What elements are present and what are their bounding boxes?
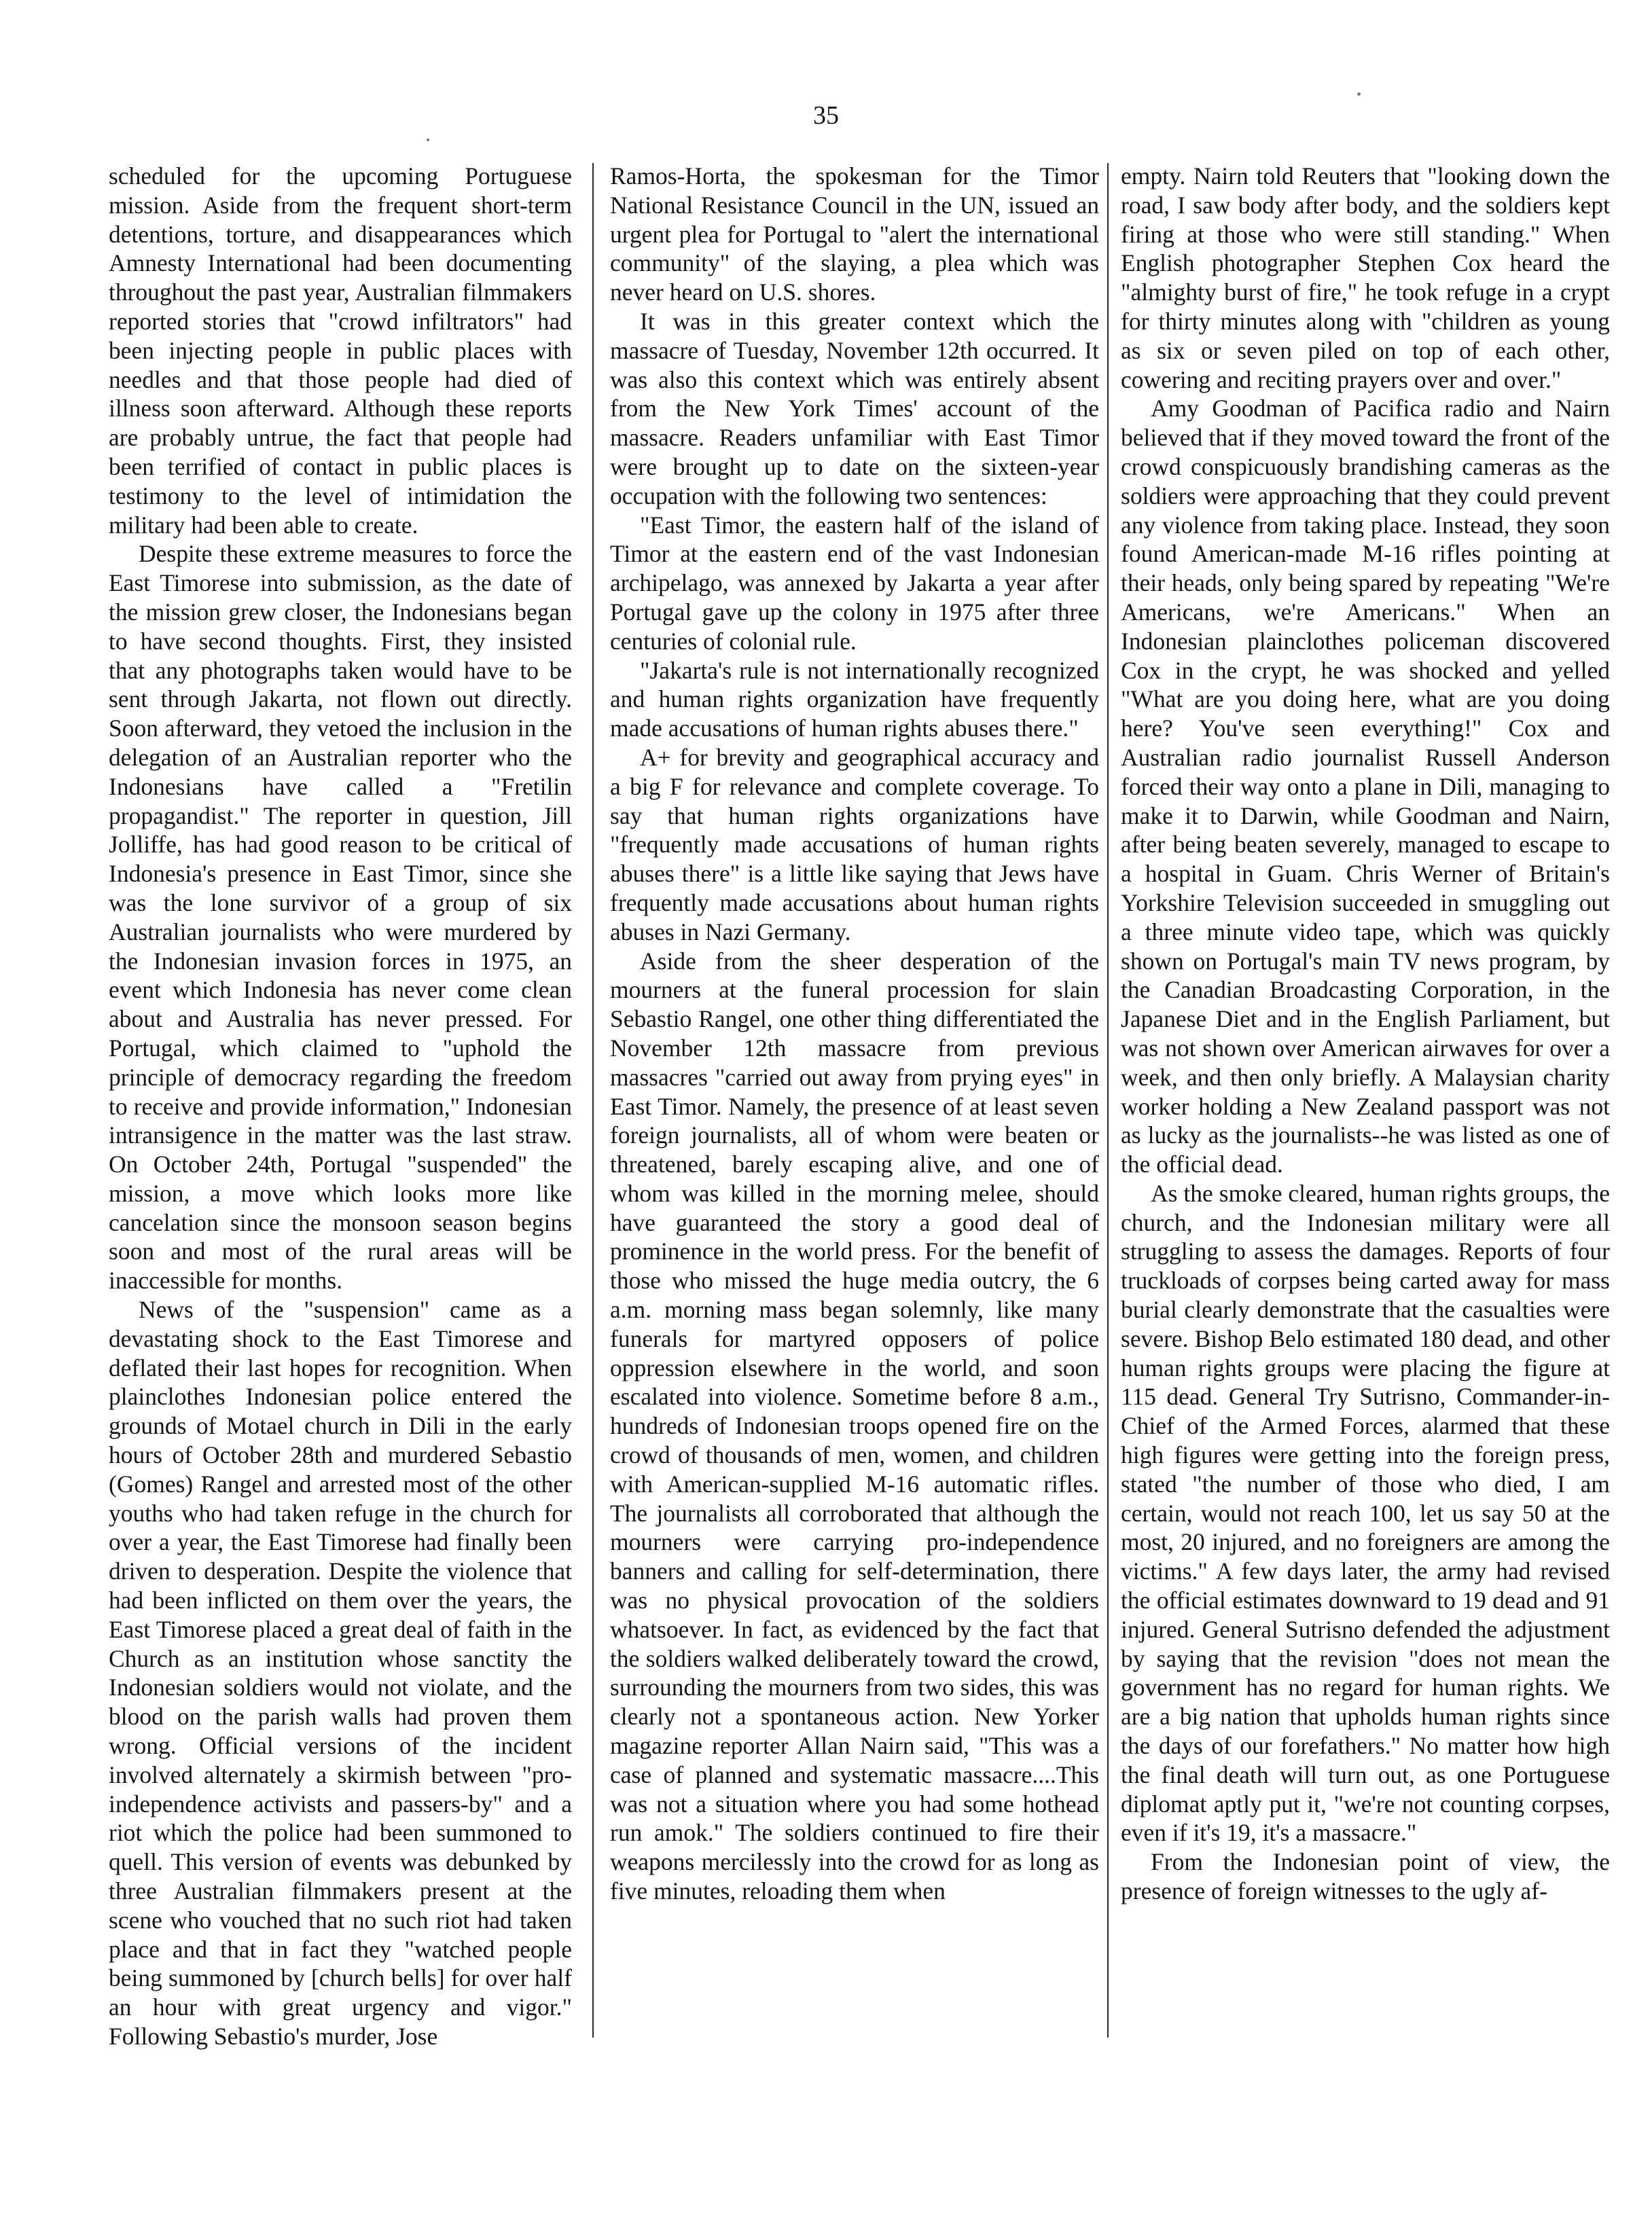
paragraph: "East Timor, the eastern half of the island of Timor at the eastern end of the vast Indonesian archipelago, was annexed by Jakarta a year after Portugal gave up the colony in 1975 after three centuries of colonial rule. xyxy=(610,511,1099,655)
paragraph: From the Indonesian point of view, the presence of foreign witnesses to the ugly af- xyxy=(1121,1848,1610,1905)
paragraph: empty. Nairn told Reuters that "looking down the road, I saw body after body, and the soldiers kept firing at those who were still standing." When English photographer Stephen Cox heard the "almighty burst of fire," he took refuge in a crypt for thirty minutes along with "children as young as six or seven piled on top of each other, cowering and reciting prayers over and over." xyxy=(1121,162,1610,393)
paragraph: Despite these extreme measures to force the East Timorese into submission, as the date of the mission grew closer, the Indonesians began to have second thoughts. First, they insisted that any photographs taken would have to be sent through Jakarta, not flown out directly. Soon afterward, they vetoed the inclusion in the delegation of an Australian reporter who the Indonesians have called a "Fretilin propagandist." The reporter in question, Jill Jolliffe, has had good reason to be critical of Indonesia's presence in East Timor, since she was the lone survivor of a group of six Australian journalists who were murdered by the Indonesian invasion forces in 1975, an event which Indonesia has never come clean about and Australia has never pressed. For Portugal, which claimed to "uphold the principle of democracy regarding the freedom to receive and provide information," Indonesian intransigence in the matter was the last straw. On October 24th, Portugal "suspended" the mission, a move which looks more like cancelation since the monsoon season begins soon and most of the rural areas will be inaccessible for months. xyxy=(109,540,572,1295)
paragraph: Amy Goodman of Pacifica radio and Nairn believed that if they moved toward the front of the crowd conspicuously brandishing cameras as the soldiers were approaching that they could prevent any violence from taking place. Instead, they soon found American-made M-16 rifles pointing at their heads, only being spared by repeating "We're Americans, we're Americans." When an Indonesian plainclothes policeman discovered Cox in the crypt, he was shocked and yelled "What are you doing here, what are you doing here? You've seen everything!" Cox and Australian radio journalist Russell Anderson forced their way onto a plane in Dili, managing to make it to Darwin, while Goodman and Nairn, after being beaten severely, managed to escape to a hospital in Guam. Chris Werner of Britain's Yorkshire Television succeeded in smuggling out a three minute video tape, which was quickly shown on Portugal's main TV news program, by the Canadian Broadcasting Corporation, in the Japanese Diet and in the English Parliament, but was not shown over American airwaves for over a week, and then only briefly. A Malaysian charity worker holding a New Zealand passport was not as lucky as the journalists--he was listed as one of the official dead. xyxy=(1121,395,1610,1178)
text-column-2 xyxy=(610,162,1099,1906)
paragraph: Ramos-Horta, the spokesman for the Timor National Resistance Council in the UN, issued an urgent plea for Portugal to "alert the international community" of the slaying, a plea which was never heard on U.S. shores. xyxy=(610,162,1099,306)
paragraph: It was in this greater context which the massacre of Tuesday, November 12th occurred. It was also this context which was entirely absent from the New York Times' account of the massacre. Readers unfamiliar with East Timor were brought up to date on the sixteen-year occupation with the following two sentences: xyxy=(610,307,1099,509)
scan-speck xyxy=(1357,92,1361,96)
paragraph: News of the "suspension" came as a devastating shock to the East Timorese and deflated their last hopes for recognition. When plainclothes Indonesian police entered the grounds of Motael church in Dili in the early hours of October 28th and murdered Sebastio (Gomes) Rangel and arrested most of the other youths who had taken refuge in the church for over a year, the East Timorese had finally been driven to desperation. Despite the violence that had been inflicted on them over the years, the East Timorese placed a great deal of faith in the Church as an institution whose sanctity the Indonesian soldiers would not violate, and the blood on the parish walls had proven them wrong. Official versions of the incident involved alternately a skirmish between "pro-independence activists and passers-by" and a riot which the police had been summoned to quell. This version of events was debunked by three Australian filmmakers present at the scene who vouched that no such riot had taken place and that in fact they "watched people being summoned by [church bells] for over half an hour with great urgency and vigor." Following Sebastio's murder, Jose xyxy=(109,1296,572,2050)
paragraph: As the smoke cleared, human rights groups, the church, and the Indonesian military were all struggling to assess the damages. Reports of four truckloads of corpses being carted away for mass burial clearly demonstrate that the casualties were severe. Bishop Belo estimated 180 dead, and other human rights groups were placing the figure at 115 dead. General Try Sutrisno, Commander-in-Chief of the Armed Forces, alarmed that these high figures were getting into the foreign press, stated "the number of those who died, I am certain, would not reach 100, let us say 50 at the most, 20 injured, and no foreigners are among the victims." A few days later, the army had revised the official estimates downward to 19 dead and 91 injured. General Sutrisno defended the adjustment by saying that the revision "does not mean the government has no regard for human rights. We are a big nation that upholds human rights since the days of our forefathers." No matter how high the final death will turn out, as one Portuguese diplomat aptly put it, "we're not counting corpses, even if it's 19, it's a massacre." xyxy=(1121,1179,1610,1847)
column-divider xyxy=(592,163,594,2038)
paragraph: A+ for brevity and geographical accuracy and a big F for relevance and complete coverage. To say that human rights organizations have "frequently made accusations of human rights abuses there" is a little like saying that Jews have frequently made accusations about human rights abuses in Nazi Germany. xyxy=(610,743,1099,945)
paragraph: "Jakarta's rule is not internationally recognized and human rights organization have frequently made accusations of human rights abuses there." xyxy=(610,656,1099,742)
text-column-3 xyxy=(1121,162,1610,1906)
page-number: 35 xyxy=(813,101,839,130)
column-divider xyxy=(1107,163,1109,2038)
paragraph: scheduled for the upcoming Portuguese mission. Aside from the frequent short-term detentions, torture, and disappearances which Amnesty International had been documenting throughout the past year, Australian filmmakers reported stories that "crowd infiltrators" had been injecting people in public places with needles and that those people had died of illness soon afterward. Although these reports are probably untrue, the fact that people had been terrified of contact in public places is testimony to the level of intimidation the military had been able to create. xyxy=(109,162,572,539)
paragraph: Aside from the sheer desperation of the mourners at the funeral procession for slain Sebastio Rangel, one other thing differentiated the November 12th massacre from previous massacres "carried out away from prying eyes" in East Timor. Namely, the presence of at least seven foreign journalists, all of whom were beaten or threatened, barely escaping alive, and one of whom was killed in the morning melee, should have guaranteed the story a good deal of prominence in the world press. For the benefit of those who missed the huge media outcry, the 6 a.m. morning mass began solemnly, like many funerals for martyred opposers of police oppression elsewhere in the world, and soon escalated into violence. Sometime before 8 a.m., hundreds of Indonesian troops opened fire on the crowd of thousands of men, women, and children with American-supplied M-16 automatic rifles. The journalists all corroborated that although the mourners were carrying pro-independence banners and calling for self-determination, there was no physical provocation of the soldiers whatsoever. In fact, as evidenced by the fact that the soldiers walked deliberately toward the crowd, surrounding the mourners from two sides, this was clearly not a spontaneous action. New Yorker magazine reporter Allan Nairn said, "This was a case of planned and systematic massacre....This was not a situation where you had some hothead run amok." The soldiers continued to fire their weapons mercilessly into the crowd for as long as five minutes, reloading them when xyxy=(610,947,1099,1905)
text-column-1 xyxy=(109,162,572,2051)
scan-speck xyxy=(427,139,429,141)
